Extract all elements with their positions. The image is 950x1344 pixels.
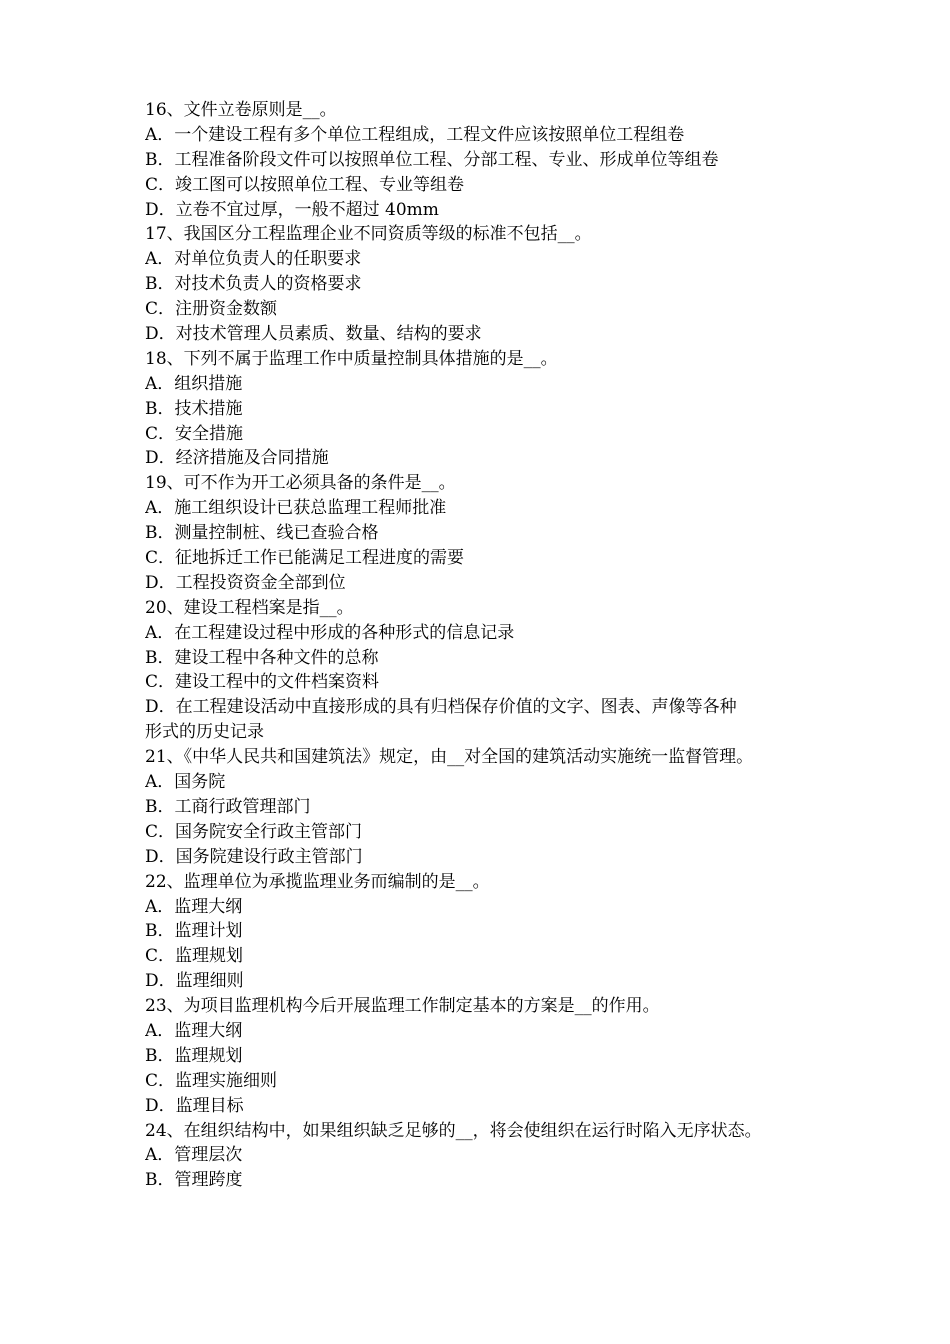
question-16-option-a: A．一个建设工程有多个单位工程组成，工程文件应该按照单位工程组卷 bbox=[145, 124, 685, 145]
question-21-option-c: C．国务院安全行政主管部门 bbox=[145, 821, 363, 842]
question-22-stem: 22、监理单位为承揽监理业务而编制的是__。 bbox=[145, 871, 490, 892]
question-23-stem: 23、为项目监理机构今后开展监理工作制定基本的方案是__的作用。 bbox=[145, 996, 660, 1017]
question-22-option-b: B．监理计划 bbox=[145, 921, 243, 942]
question-19-option-b: B．测量控制桩、线已查验合格 bbox=[145, 523, 379, 544]
question-20-option-d: D．在工程建设活动中直接形成的具有归档保存价值的文字、图表、声像等各种 bbox=[145, 697, 737, 718]
question-19-option-d: D．工程投资资金全部到位 bbox=[145, 572, 346, 593]
question-16-option-c: C．竣工图可以按照单位工程、专业等组卷 bbox=[145, 174, 465, 195]
question-20-stem: 20、建设工程档案是指__。 bbox=[145, 597, 354, 618]
question-21-option-a: A．国务院 bbox=[145, 772, 226, 793]
question-17-option-a: A．对单位负责人的任职要求 bbox=[145, 249, 362, 270]
question-23-option-a: A．监理大纲 bbox=[145, 1020, 243, 1041]
question-24-option-a: A．管理层次 bbox=[145, 1145, 243, 1166]
question-20-option-d-continued: 形式的历史记录 bbox=[145, 722, 264, 743]
question-17-stem: 17、我国区分工程监理企业不同资质等级的标准不包括__。 bbox=[145, 224, 592, 245]
question-22-option-d: D．监理细则 bbox=[145, 971, 244, 992]
question-21-option-d: D．国务院建设行政主管部门 bbox=[145, 846, 363, 867]
question-19-option-a: A．施工组织设计已获总监理工程师批准 bbox=[145, 498, 447, 519]
question-24-stem: 24、在组织结构中，如果组织缺乏足够的__，将会使组织在运行时陷入无序状态。 bbox=[145, 1120, 762, 1141]
question-23-option-d: D．监理目标 bbox=[145, 1095, 244, 1116]
question-19-option-c: C．征地拆迁工作已能满足工程进度的需要 bbox=[145, 548, 465, 569]
question-20-option-a: A．在工程建设过程中形成的各种形式的信息记录 bbox=[145, 622, 515, 643]
question-18-option-b: B．技术措施 bbox=[145, 398, 243, 419]
question-16-option-d: D．立卷不宜过厚，一般不超过 40mm bbox=[145, 199, 439, 220]
question-16-stem: 16、文件立卷原则是__。 bbox=[145, 100, 337, 120]
question-21-stem: 21、《中华人民共和国建筑法》规定，由__对全国的建筑活动实施统一监督管理。 bbox=[145, 747, 754, 768]
question-18-option-d: D．经济措施及合同措施 bbox=[145, 448, 329, 469]
question-20-option-c: C．建设工程中的文件档案资料 bbox=[145, 672, 380, 693]
question-16-option-b: B．工程准备阶段文件可以按照单位工程、分部工程、专业、形成单位等组卷 bbox=[145, 149, 719, 170]
question-21-option-b: B．工商行政管理部门 bbox=[145, 796, 311, 817]
question-19-stem: 19、可不作为开工必须具备的条件是__。 bbox=[145, 473, 456, 494]
question-text-block bbox=[145, 98, 825, 1193]
question-22-option-c: C．监理规划 bbox=[145, 946, 244, 967]
question-17-option-c: C．注册资金数额 bbox=[145, 299, 278, 320]
question-17-option-b: B．对技术负责人的资格要求 bbox=[145, 274, 362, 295]
question-18-stem: 18、下列不属于监理工作中质量控制具体措施的是__。 bbox=[145, 348, 558, 369]
question-20-option-b: B．建设工程中各种文件的总称 bbox=[145, 647, 379, 668]
question-17-option-d: D．对技术管理人员素质、数量、结构的要求 bbox=[145, 324, 482, 345]
question-18-option-c: C．安全措施 bbox=[145, 423, 244, 444]
question-23-option-c: C．监理实施细则 bbox=[145, 1070, 278, 1091]
question-18-option-a: A．组织措施 bbox=[145, 373, 243, 394]
question-24-option-b: B．管理跨度 bbox=[145, 1170, 243, 1191]
question-22-option-a: A．监理大纲 bbox=[145, 896, 243, 917]
question-23-option-b: B．监理规划 bbox=[145, 1045, 243, 1066]
